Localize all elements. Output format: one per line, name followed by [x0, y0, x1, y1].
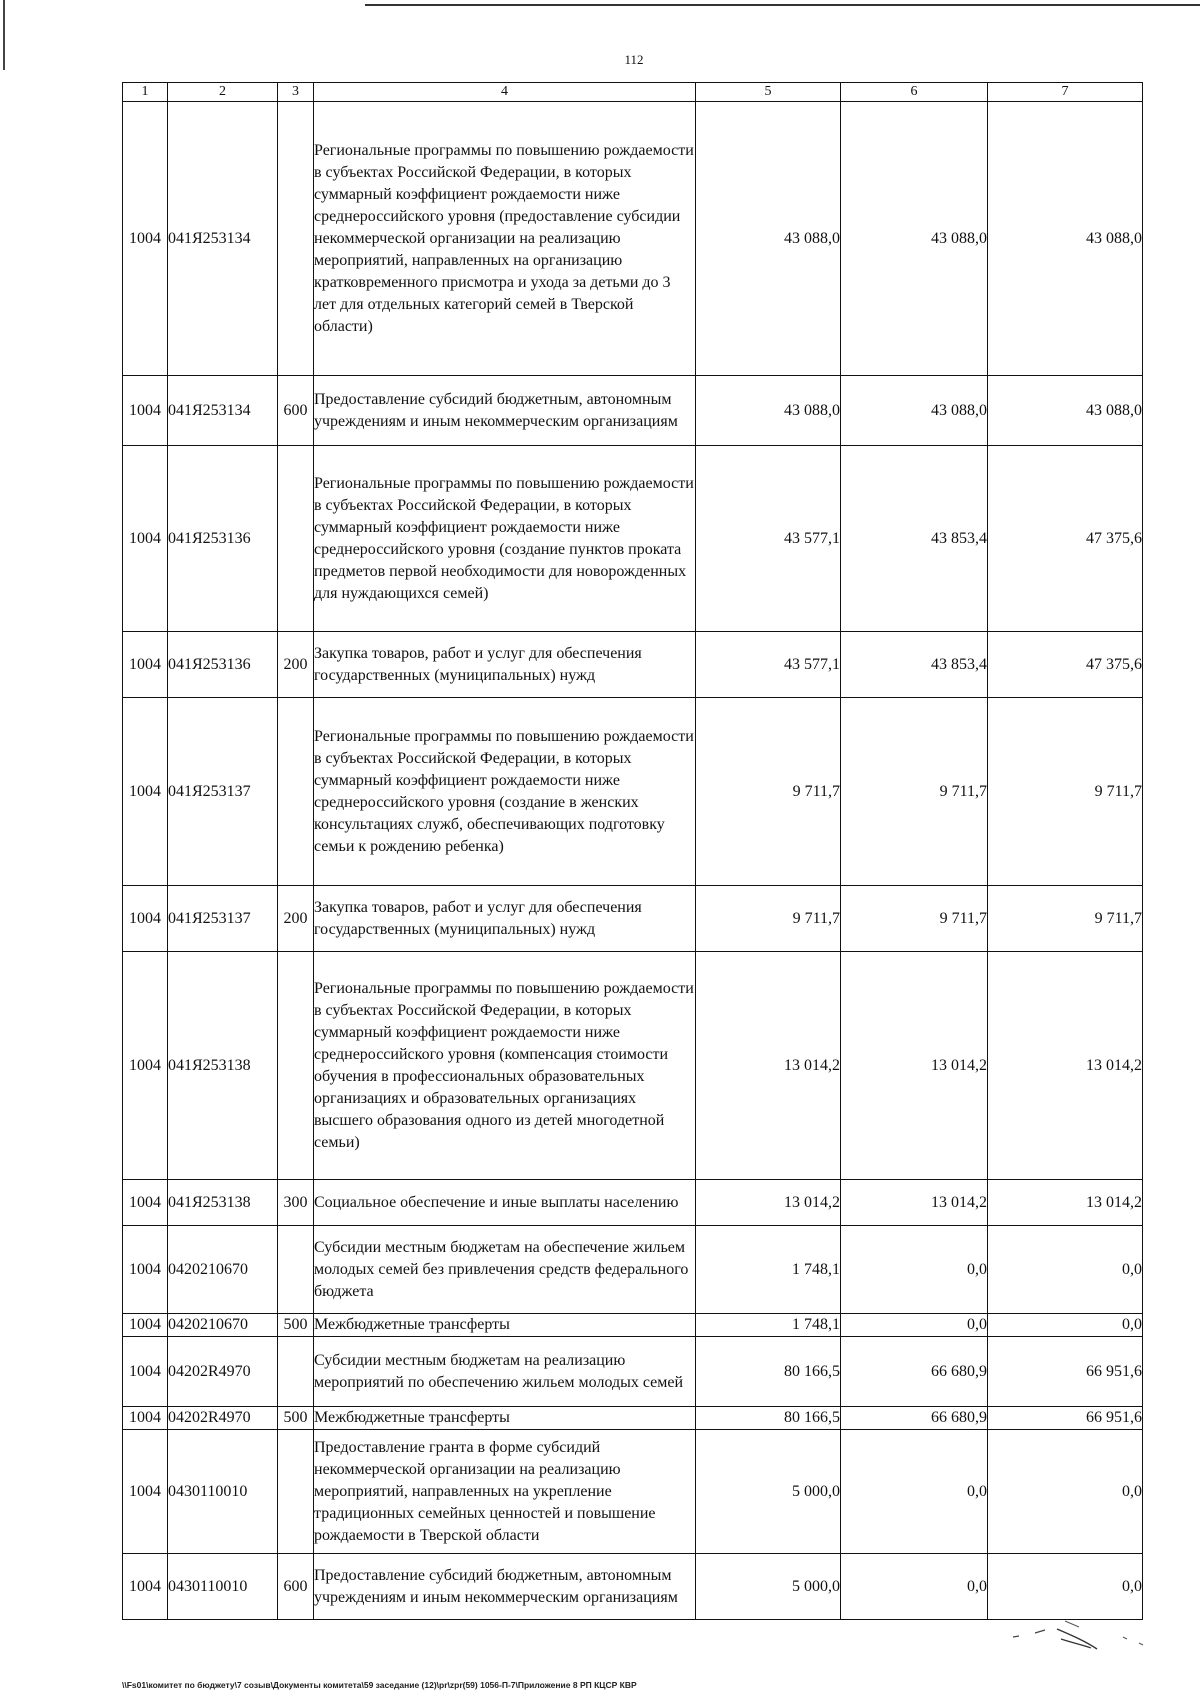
target-article-cell: 0420210670: [168, 1226, 278, 1314]
amount-col7-cell: 13 014,2: [988, 952, 1143, 1180]
amount-col7-cell: 0,0: [988, 1226, 1143, 1314]
expense-type-cell: 200: [278, 632, 314, 698]
amount-col5-cell: 5 000,0: [696, 1554, 841, 1620]
expense-type-cell: 600: [278, 376, 314, 446]
expense-type-cell: [278, 1430, 314, 1554]
description-cell: Региональные программы по повышению рождаемости в субъектах Российской Федерации, в которых суммарный коэффициент рождаемости ниже среднероссийского уровня (создание в женских консультациях служб, обеспечивающих подготовку семьи к рождению ребенка): [314, 698, 696, 886]
description-cell: Межбюджетные трансферты: [314, 1314, 696, 1337]
description-cell: Региональные программы по повышению рождаемости в субъектах Российской Федерации, в которых суммарный коэффициент рождаемости ниже среднероссийского уровня (компенсация стоимости обучения в профессиональных образовательных организациях и образовательных организациях высшего образования одного из детей многодетной семьи): [314, 952, 696, 1180]
target-article-cell: 041Я253137: [168, 886, 278, 952]
section-code-cell: 1004: [123, 632, 168, 698]
expense-type-cell: 500: [278, 1314, 314, 1337]
amount-col7-cell: 66 951,6: [988, 1337, 1143, 1407]
column-header: 2: [168, 83, 278, 102]
amount-col5-cell: 13 014,2: [696, 952, 841, 1180]
amount-col6-cell: 9 711,7: [841, 698, 988, 886]
amount-col5-cell: 80 166,5: [696, 1407, 841, 1430]
expense-type-cell: [278, 446, 314, 632]
target-article-cell: 04202R4970: [168, 1337, 278, 1407]
expense-type-cell: [278, 1337, 314, 1407]
amount-col7-cell: 66 951,6: [988, 1407, 1143, 1430]
amount-col6-cell: 66 680,9: [841, 1337, 988, 1407]
amount-col5-cell: 9 711,7: [696, 698, 841, 886]
amount-col7-cell: 9 711,7: [988, 886, 1143, 952]
amount-col6-cell: 43 088,0: [841, 376, 988, 446]
description-cell: Закупка товаров, работ и услуг для обеспечения государственных (муниципальных) нужд: [314, 886, 696, 952]
target-article-cell: 041Я253138: [168, 1180, 278, 1226]
section-code-cell: 1004: [123, 1337, 168, 1407]
description-cell: Закупка товаров, работ и услуг для обеспечения государственных (муниципальных) нужд: [314, 632, 696, 698]
amount-col7-cell: 0,0: [988, 1554, 1143, 1620]
amount-col6-cell: 13 014,2: [841, 1180, 988, 1226]
amount-col7-cell: 9 711,7: [988, 698, 1143, 886]
amount-col6-cell: 43 088,0: [841, 102, 988, 376]
description-cell: Социальное обеспечение и иные выплаты населению: [314, 1180, 696, 1226]
amount-col5-cell: 5 000,0: [696, 1430, 841, 1554]
amount-col7-cell: 47 375,6: [988, 632, 1143, 698]
expense-type-cell: 500: [278, 1407, 314, 1430]
amount-col6-cell: 0,0: [841, 1314, 988, 1337]
section-code-cell: 1004: [123, 446, 168, 632]
amount-col5-cell: 9 711,7: [696, 886, 841, 952]
column-header: 7: [988, 83, 1143, 102]
table-row: [123, 698, 1143, 886]
amount-col5-cell: 1 748,1: [696, 1314, 841, 1337]
table-row: [123, 102, 1143, 376]
expense-type-cell: [278, 1226, 314, 1314]
amount-col6-cell: 0,0: [841, 1554, 988, 1620]
table-row: [123, 446, 1143, 632]
amount-col7-cell: 43 088,0: [988, 376, 1143, 446]
description-cell: Субсидии местным бюджетам на обеспечение жильем молодых семей без привлечения средств федерального бюджета: [314, 1226, 696, 1314]
section-code-cell: 1004: [123, 1180, 168, 1226]
description-cell: Субсидии местным бюджетам на реализацию мероприятий по обеспечению жильем молодых семей: [314, 1337, 696, 1407]
budget-table-body: [123, 102, 1143, 1620]
section-code-cell: 1004: [123, 1314, 168, 1337]
target-article-cell: 041Я253134: [168, 376, 278, 446]
section-code-cell: 1004: [123, 102, 168, 376]
amount-col7-cell: 0,0: [988, 1430, 1143, 1554]
handwritten-mark: [1005, 1615, 1165, 1655]
section-code-cell: 1004: [123, 952, 168, 1180]
target-article-cell: 041Я253137: [168, 698, 278, 886]
table-row: [123, 952, 1143, 1180]
column-header: 3: [278, 83, 314, 102]
amount-col5-cell: 43 577,1: [696, 632, 841, 698]
expense-type-cell: 200: [278, 886, 314, 952]
section-code-cell: 1004: [123, 1226, 168, 1314]
amount-col7-cell: 13 014,2: [988, 1180, 1143, 1226]
amount-col7-cell: 43 088,0: [988, 102, 1143, 376]
table-row: [123, 1554, 1143, 1620]
table-row: [123, 1314, 1143, 1337]
description-cell: Предоставление субсидий бюджетным, автономным учреждениям и иным некоммерческим организациям: [314, 1554, 696, 1620]
page-number: 112: [624, 52, 644, 67]
expense-type-cell: [278, 952, 314, 1180]
amount-col5-cell: 43 088,0: [696, 376, 841, 446]
top-rule: [365, 4, 1200, 6]
amount-col5-cell: 43 577,1: [696, 446, 841, 632]
amount-col7-cell: 47 375,6: [988, 446, 1143, 632]
target-article-cell: 041Я253138: [168, 952, 278, 1180]
table-row: [123, 1180, 1143, 1226]
section-code-cell: 1004: [123, 1554, 168, 1620]
amount-col5-cell: 80 166,5: [696, 1337, 841, 1407]
table-row: [123, 1407, 1143, 1430]
expense-type-cell: 300: [278, 1180, 314, 1226]
amount-col6-cell: 43 853,4: [841, 446, 988, 632]
column-header: 6: [841, 83, 988, 102]
description-cell: Региональные программы по повышению рождаемости в субъектах Российской Федерации, в которых суммарный коэффициент рождаемости ниже среднероссийского уровня (предоставление субсидии некоммерческой организации на реализацию мероприятий, направленных на организацию кратковременного присмотра и ухода за детьми до 3 лет для отдельных категорий семей в Тверской области): [314, 102, 696, 376]
column-header: 4: [314, 83, 696, 102]
target-article-cell: 0430110010: [168, 1430, 278, 1554]
budget-table: [122, 82, 1143, 1620]
description-cell: Предоставление субсидий бюджетным, автономным учреждениям и иным некоммерческим организациям: [314, 376, 696, 446]
description-cell: Межбюджетные трансферты: [314, 1407, 696, 1430]
amount-col7-cell: 0,0: [988, 1314, 1143, 1337]
file-path-footer: \\Fs01\комитет по бюджету\7 созыв\Документы комитета\59 заседание (12)\pr\zpr(59) 1056-П-7\Приложение 8 РП КЦСР КВР: [122, 1680, 637, 1690]
table-row: [123, 1430, 1143, 1554]
target-article-cell: 041Я253136: [168, 446, 278, 632]
section-code-cell: 1004: [123, 886, 168, 952]
expense-type-cell: [278, 698, 314, 886]
amount-col6-cell: 0,0: [841, 1226, 988, 1314]
column-header: 5: [696, 83, 841, 102]
table-row: [123, 376, 1143, 446]
table-row: [123, 1337, 1143, 1407]
amount-col6-cell: 0,0: [841, 1430, 988, 1554]
description-cell: Региональные программы по повышению рождаемости в субъектах Российской Федерации, в которых суммарный коэффициент рождаемости ниже среднероссийского уровня (создание пунктов проката предметов первой необходимости для новорожденных для нуждающихся семей): [314, 446, 696, 632]
amount-col6-cell: 43 853,4: [841, 632, 988, 698]
column-header: 1: [123, 83, 168, 102]
section-code-cell: 1004: [123, 1430, 168, 1554]
table-row: [123, 632, 1143, 698]
description-cell: Предоставление гранта в форме субсидий некоммерческой организации на реализацию мероприятий, направленных на укрепление традиционных семейных ценностей и повышение рождаемости в Тверской области: [314, 1430, 696, 1554]
section-code-cell: 1004: [123, 698, 168, 886]
table-row: [123, 886, 1143, 952]
amount-col6-cell: 66 680,9: [841, 1407, 988, 1430]
target-article-cell: 0420210670: [168, 1314, 278, 1337]
amount-col5-cell: 1 748,1: [696, 1226, 841, 1314]
target-article-cell: 04202R4970: [168, 1407, 278, 1430]
expense-type-cell: [278, 102, 314, 376]
expense-type-cell: 600: [278, 1554, 314, 1620]
amount-col6-cell: 9 711,7: [841, 886, 988, 952]
amount-col6-cell: 13 014,2: [841, 952, 988, 1180]
amount-col5-cell: 13 014,2: [696, 1180, 841, 1226]
section-code-cell: 1004: [123, 376, 168, 446]
target-article-cell: 041Я253134: [168, 102, 278, 376]
target-article-cell: 0430110010: [168, 1554, 278, 1620]
section-code-cell: 1004: [123, 1407, 168, 1430]
column-number-row: [123, 83, 1143, 102]
amount-col5-cell: 43 088,0: [696, 102, 841, 376]
table-row: [123, 1226, 1143, 1314]
target-article-cell: 041Я253136: [168, 632, 278, 698]
